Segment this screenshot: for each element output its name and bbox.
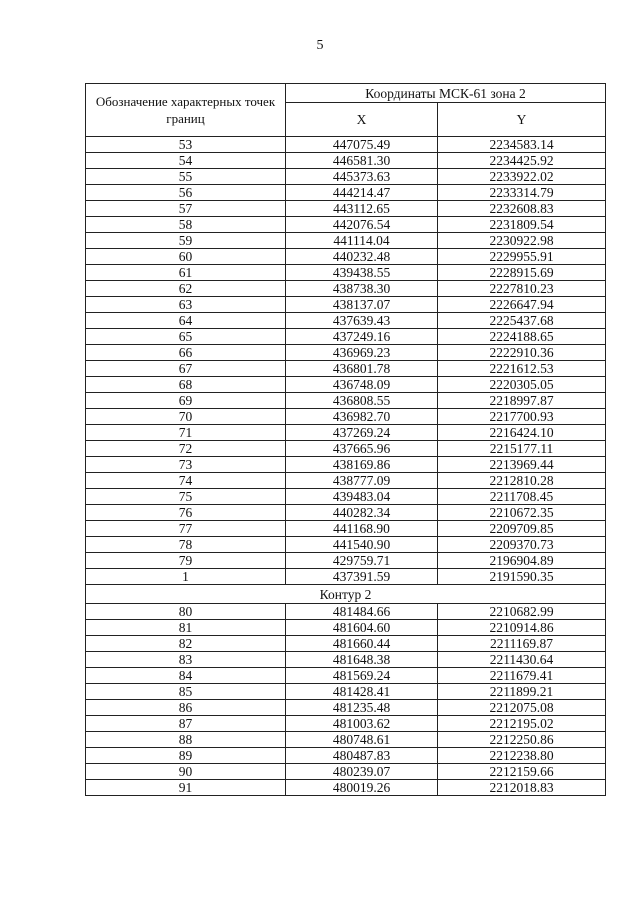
point-number-cell: 56 — [86, 185, 286, 201]
table-row — [86, 345, 606, 361]
point-number-cell: 84 — [86, 668, 286, 684]
y-coordinate-cell: 2227810.23 — [438, 281, 606, 297]
point-number-cell: 78 — [86, 537, 286, 553]
table-row — [86, 505, 606, 521]
x-coordinate-cell: 441168.90 — [286, 521, 438, 537]
point-number-cell: 62 — [86, 281, 286, 297]
table-row — [86, 313, 606, 329]
x-coordinate-cell: 480019.26 — [286, 780, 438, 796]
table-row — [86, 604, 606, 620]
y-coordinate-cell: 2209370.73 — [438, 537, 606, 553]
x-coordinate-cell: 441540.90 — [286, 537, 438, 553]
y-coordinate-cell: 2212810.28 — [438, 473, 606, 489]
coordinates-table — [85, 83, 606, 796]
y-coordinate-cell: 2212238.80 — [438, 748, 606, 764]
table-row — [86, 281, 606, 297]
table-row — [86, 521, 606, 537]
table-row — [86, 457, 606, 473]
x-coordinate-cell: 438777.09 — [286, 473, 438, 489]
x-coordinate-cell: 439438.55 — [286, 265, 438, 281]
x-coordinate-cell: 436969.23 — [286, 345, 438, 361]
y-coordinate-cell: 2233314.79 — [438, 185, 606, 201]
point-number-cell: 83 — [86, 652, 286, 668]
y-coordinate-cell: 2209709.85 — [438, 521, 606, 537]
x-coordinate-cell: 438137.07 — [286, 297, 438, 313]
y-coordinate-cell: 2210682.99 — [438, 604, 606, 620]
x-coordinate-cell: 439483.04 — [286, 489, 438, 505]
table-row — [86, 668, 606, 684]
y-coordinate-cell: 2233922.02 — [438, 169, 606, 185]
point-number-cell: 88 — [86, 732, 286, 748]
section-title-row — [86, 585, 606, 604]
x-column-header: X — [286, 103, 438, 137]
table-row — [86, 393, 606, 409]
table-row — [86, 748, 606, 764]
y-coordinate-cell: 2232608.83 — [438, 201, 606, 217]
point-number-cell: 66 — [86, 345, 286, 361]
x-coordinate-cell: 481648.38 — [286, 652, 438, 668]
y-coordinate-cell: 2230922.98 — [438, 233, 606, 249]
point-number-cell: 64 — [86, 313, 286, 329]
y-coordinate-cell: 2225437.68 — [438, 313, 606, 329]
y-coordinate-cell: 2217700.93 — [438, 409, 606, 425]
y-coordinate-cell: 2196904.89 — [438, 553, 606, 569]
table-row — [86, 700, 606, 716]
point-number-cell: 55 — [86, 169, 286, 185]
x-coordinate-cell: 429759.71 — [286, 553, 438, 569]
point-number-cell: 71 — [86, 425, 286, 441]
point-number-cell: 82 — [86, 636, 286, 652]
x-coordinate-cell: 447075.49 — [286, 137, 438, 153]
table-row — [86, 537, 606, 553]
point-number-cell: 86 — [86, 700, 286, 716]
point-number-cell: 70 — [86, 409, 286, 425]
page-number: 5 — [316, 38, 324, 53]
table-row — [86, 265, 606, 281]
table-row — [86, 569, 606, 585]
y-coordinate-cell: 2211430.64 — [438, 652, 606, 668]
y-coordinate-cell: 2211708.45 — [438, 489, 606, 505]
y-coordinate-cell: 2191590.35 — [438, 569, 606, 585]
y-coordinate-cell: 2224188.65 — [438, 329, 606, 345]
point-number-cell: 85 — [86, 684, 286, 700]
point-column-header: Обозначение характерных точек границ — [86, 84, 286, 137]
x-coordinate-cell: 440232.48 — [286, 249, 438, 265]
x-coordinate-cell: 440282.34 — [286, 505, 438, 521]
x-coordinate-cell: 481604.60 — [286, 620, 438, 636]
y-column-header: Y — [438, 103, 606, 137]
x-coordinate-cell: 441114.04 — [286, 233, 438, 249]
x-coordinate-cell: 436982.70 — [286, 409, 438, 425]
coordinates-header: Координаты МСК-61 зона 2 — [286, 84, 606, 103]
point-number-cell: 72 — [86, 441, 286, 457]
table-header — [86, 84, 606, 137]
y-coordinate-cell: 2212195.02 — [438, 716, 606, 732]
x-coordinate-cell: 436808.55 — [286, 393, 438, 409]
point-number-cell: 54 — [86, 153, 286, 169]
y-coordinate-cell: 2211899.21 — [438, 684, 606, 700]
y-coordinate-cell: 2226647.94 — [438, 297, 606, 313]
y-coordinate-cell: 2228915.69 — [438, 265, 606, 281]
table-row — [86, 137, 606, 153]
point-number-cell: 77 — [86, 521, 286, 537]
x-coordinate-cell: 437639.43 — [286, 313, 438, 329]
x-coordinate-cell: 481235.48 — [286, 700, 438, 716]
table-row — [86, 489, 606, 505]
y-coordinate-cell: 2212018.83 — [438, 780, 606, 796]
point-number-cell: 63 — [86, 297, 286, 313]
y-coordinate-cell: 2211169.87 — [438, 636, 606, 652]
x-coordinate-cell: 443112.65 — [286, 201, 438, 217]
y-coordinate-cell: 2215177.11 — [438, 441, 606, 457]
table-row — [86, 185, 606, 201]
table-row — [86, 153, 606, 169]
point-number-cell: 73 — [86, 457, 286, 473]
point-number-cell: 87 — [86, 716, 286, 732]
table-row — [86, 377, 606, 393]
x-coordinate-cell: 481484.66 — [286, 604, 438, 620]
table-row — [86, 684, 606, 700]
table-row — [86, 233, 606, 249]
x-coordinate-cell: 437391.59 — [286, 569, 438, 585]
table-row — [86, 473, 606, 489]
table-row — [86, 329, 606, 345]
point-number-cell: 74 — [86, 473, 286, 489]
y-coordinate-cell: 2234425.92 — [438, 153, 606, 169]
x-coordinate-cell: 481428.41 — [286, 684, 438, 700]
x-coordinate-cell: 480239.07 — [286, 764, 438, 780]
x-coordinate-cell: 437665.96 — [286, 441, 438, 457]
x-coordinate-cell: 480748.61 — [286, 732, 438, 748]
point-number-cell: 1 — [86, 569, 286, 585]
y-coordinate-cell: 2229955.91 — [438, 249, 606, 265]
y-coordinate-cell: 2234583.14 — [438, 137, 606, 153]
table-row — [86, 409, 606, 425]
point-number-cell: 60 — [86, 249, 286, 265]
point-number-cell: 75 — [86, 489, 286, 505]
x-coordinate-cell: 442076.54 — [286, 217, 438, 233]
point-number-cell: 67 — [86, 361, 286, 377]
y-coordinate-cell: 2218997.87 — [438, 393, 606, 409]
y-coordinate-cell: 2212250.86 — [438, 732, 606, 748]
table-row — [86, 169, 606, 185]
y-coordinate-cell: 2213969.44 — [438, 457, 606, 473]
point-number-cell: 61 — [86, 265, 286, 281]
x-coordinate-cell: 437269.24 — [286, 425, 438, 441]
point-number-cell: 58 — [86, 217, 286, 233]
y-coordinate-cell: 2211679.41 — [438, 668, 606, 684]
y-coordinate-cell: 2220305.05 — [438, 377, 606, 393]
point-number-cell: 80 — [86, 604, 286, 620]
x-coordinate-cell: 445373.63 — [286, 169, 438, 185]
table-row — [86, 652, 606, 668]
y-coordinate-cell: 2221612.53 — [438, 361, 606, 377]
point-number-cell: 91 — [86, 780, 286, 796]
y-coordinate-cell: 2212159.66 — [438, 764, 606, 780]
table-row — [86, 636, 606, 652]
table-body — [86, 137, 606, 796]
x-coordinate-cell: 437249.16 — [286, 329, 438, 345]
y-coordinate-cell: 2212075.08 — [438, 700, 606, 716]
y-coordinate-cell: 2222910.36 — [438, 345, 606, 361]
point-number-cell: 76 — [86, 505, 286, 521]
table-row — [86, 716, 606, 732]
table-row — [86, 201, 606, 217]
x-coordinate-cell: 444214.47 — [286, 185, 438, 201]
table-row — [86, 297, 606, 313]
table-row — [86, 361, 606, 377]
x-coordinate-cell: 438169.86 — [286, 457, 438, 473]
table-row — [86, 553, 606, 569]
table-row — [86, 620, 606, 636]
point-number-cell: 89 — [86, 748, 286, 764]
x-coordinate-cell: 436801.78 — [286, 361, 438, 377]
y-coordinate-cell: 2210914.86 — [438, 620, 606, 636]
section-title: Контур 2 — [86, 585, 606, 604]
point-number-cell: 57 — [86, 201, 286, 217]
x-coordinate-cell: 481003.62 — [286, 716, 438, 732]
point-number-cell: 53 — [86, 137, 286, 153]
table-row — [86, 217, 606, 233]
point-number-cell: 90 — [86, 764, 286, 780]
point-number-cell: 65 — [86, 329, 286, 345]
table-row — [86, 780, 606, 796]
x-coordinate-cell: 438738.30 — [286, 281, 438, 297]
x-coordinate-cell: 446581.30 — [286, 153, 438, 169]
point-number-cell: 69 — [86, 393, 286, 409]
table-row — [86, 441, 606, 457]
table-row — [86, 764, 606, 780]
y-coordinate-cell: 2216424.10 — [438, 425, 606, 441]
table-row — [86, 249, 606, 265]
table-row — [86, 732, 606, 748]
x-coordinate-cell: 480487.83 — [286, 748, 438, 764]
point-number-cell: 68 — [86, 377, 286, 393]
point-number-cell: 79 — [86, 553, 286, 569]
y-coordinate-cell: 2231809.54 — [438, 217, 606, 233]
point-number-cell: 59 — [86, 233, 286, 249]
x-coordinate-cell: 481660.44 — [286, 636, 438, 652]
table-row — [86, 425, 606, 441]
y-coordinate-cell: 2210672.35 — [438, 505, 606, 521]
x-coordinate-cell: 481569.24 — [286, 668, 438, 684]
point-number-cell: 81 — [86, 620, 286, 636]
x-coordinate-cell: 436748.09 — [286, 377, 438, 393]
